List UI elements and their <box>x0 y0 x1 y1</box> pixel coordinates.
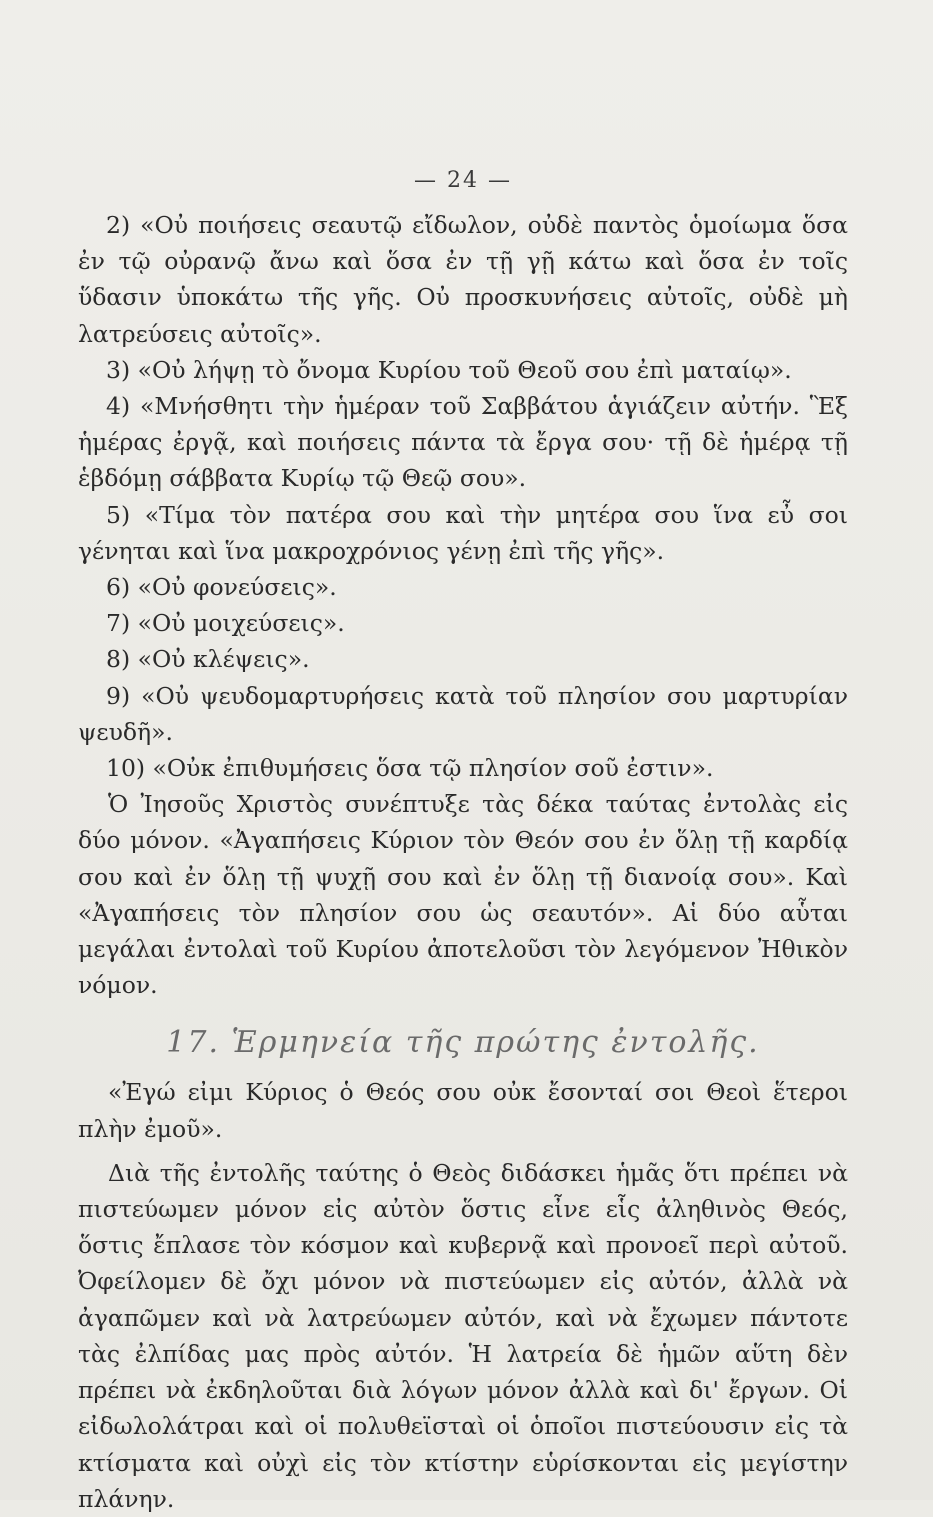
commandment-6: 6) «Οὐ φονεύσεις». <box>106 573 337 602</box>
paragraph-gap <box>78 1147 848 1155</box>
explanation-paragraph: Διὰ τῆς ἐντολῆς ταύτης ὁ Θεὸς διδάσκει ἡμᾶς ὅτι πρέπει νὰ πιστεύωμεν μόνον εἰς αὐτὸν ὅστις εἶνε εἷς ἀληθινὸς Θεός, ὅστις ἔπλασε τὸν κόσμον καὶ κυβερνᾷ καὶ προνοεῖ περὶ αὐτοῦ. Ὀφείλομεν δὲ ὄχι μόνον νὰ πιστεύωμεν εἰς αὐτόν, ἀλλὰ νὰ ἀγαπῶμεν καὶ νὰ λατρεύωμεν αὐτόν, καὶ νὰ ἔχωμεν πάντοτε τὰς ἐλπίδας μας πρὸς αὐτόν. Ἡ λατρεία δὲ ἡμῶν αὕτη δὲν πρέπει νὰ ἐκδηλοῦται διὰ λόγων μόνον ἀλλὰ καὶ δι' ἔργων. Οἱ εἰδωλολάτραι καὶ οἱ πολυθεϊσταὶ οἱ ὁποῖοι πιστεύουσιν εἰς τὰ κτίσματα καὶ οὐχὶ εἰς τὸν κτίστην εὑρίσκονται εἰς μεγίστην πλάνην. <box>78 1158 848 1513</box>
commandment-10: 10) «Οὐκ ἐπιθυμήσεις ὅσα τῷ πλησίον σοῦ ἐστιν». <box>106 754 714 783</box>
commandment-3: 3) «Οὐ λήψῃ τὸ ὄνομα Κυρίου τοῦ Θεοῦ σου ἐπὶ ματαίῳ». <box>106 355 792 384</box>
commandment-9: 9) «Οὐ ψευδομαρτυρήσεις κατὰ τοῦ πλησίον σου μαρτυρίαν ψευδῆ». <box>78 681 848 746</box>
section-heading: 17. Ἑρμηνεία τῆς πρώτης ἐντολῆς. <box>166 1025 760 1061</box>
text-block <box>78 168 848 1517</box>
commandment-7: 7) «Οὐ μοιχεύσεις». <box>106 609 345 638</box>
commandment-5: 5) «Τίμα τὸν πατέρα σου καὶ τὴν μητέρα σου ἵνα εὖ σοι γένηται καὶ ἵνα μακροχρόνιος γένῃ ἐπὶ τῆς γῆς». <box>78 500 848 565</box>
summary-paragraph: Ὁ Ἰησοῦς Χριστὸς συνέπτυξε τὰς δέκα ταύτας ἐντολὰς εἰς δύο μόνον. «Ἀγαπήσεις Κύριον τὸν Θεόν σου ἐν ὅλῃ τῇ καρδίᾳ σου καὶ ἐν ὅλῃ τῇ ψυχῇ σου καὶ ἐν ὅλῃ τῇ διανοίᾳ σου». Καὶ «Ἀγαπήσεις τὸν πλησίον σου ὡς σεαυτόν». Αἱ δύο αὗται μεγάλαι ἐντολαὶ τοῦ Κυρίου ἀποτελοῦσι τὸν λεγόμενον Ἠθικὸν νόμον. <box>78 790 848 1000</box>
commandment-2: 2) «Οὐ ποιήσεις σεαυτῷ εἴδωλον, οὐδὲ παντὸς ὁμοίωμα ὅσα ἐν τῷ οὐρανῷ ἄνω καὶ ὅσα ἐν τῇ γῇ κάτω καὶ ὅσα ἐν τοῖς ὕδασιν ὑποκάτω τῆς γῆς. Οὐ προσκυνήσεις αὐτοῖς, οὐδὲ μὴ λατρεύσεις αὐτοῖς». <box>78 211 848 348</box>
page-number: — 24 — <box>414 168 512 193</box>
commandment-4: 4) «Μνήσθητι τὴν ἡμέραν τοῦ Σαββάτου ἁγιάζειν αὐτήν. Ἓξ ἡμέρας ἐργᾷ, καὶ ποιήσεις πάντα τὰ ἔργα σου· τῇ δὲ ἡμέρᾳ τῇ ἑβδόμῃ σάββατα Κυρίῳ τῷ Θεῷ σου». <box>78 392 848 493</box>
quote-paragraph: «Ἐγώ εἰμι Κύριος ὁ Θεός σου οὐκ ἔσονταί σοι Θεοὶ ἕτεροι πλὴν ἐμοῦ». <box>78 1078 848 1143</box>
commandment-8: 8) «Οὐ κλέψεις». <box>106 645 310 674</box>
